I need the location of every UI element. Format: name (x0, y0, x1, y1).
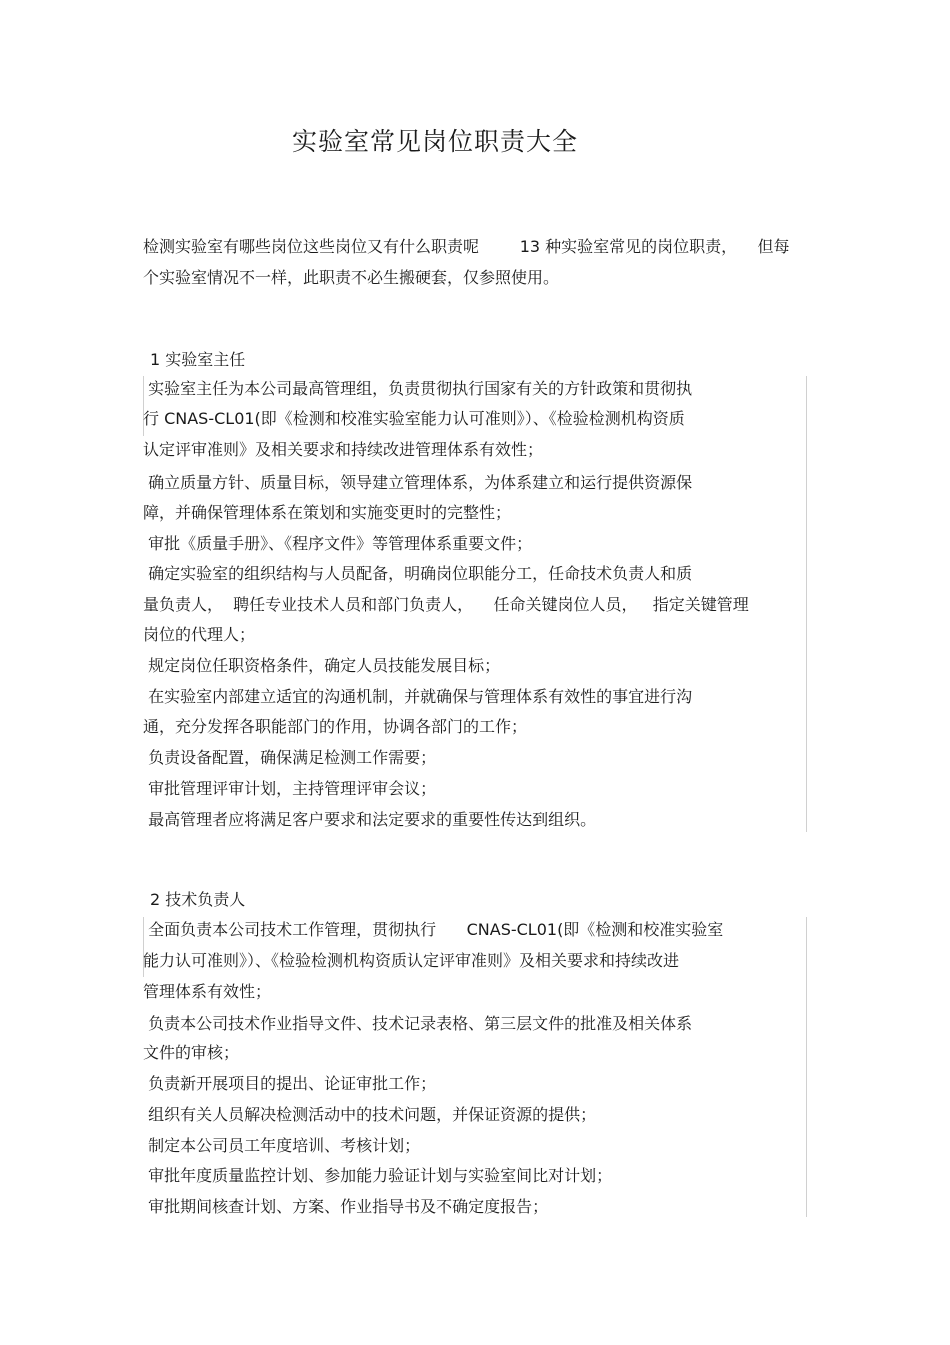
document-title: 实验室常见岗位职责大全 (291, 127, 578, 156)
duty-line: 审批期间核查计划、方案、作业指导书及不确定度报告； (143, 1197, 549, 1216)
duty-line: 行 CNAS-CL01(即《检测和校准实验室能力认可准则》）、《检验检测机构资质 (143, 409, 685, 428)
duty-line: 文件的审核； (143, 1043, 240, 1062)
duty-line: 量负责人， 聘任专业技术人员和部门负责人， 任命关键岗位人员， 指定关键管理 (143, 595, 749, 614)
duty-line: 障，并确保管理体系在策划和实施变更时的完整性； (143, 503, 512, 522)
section-heading: 1 实验室主任 (150, 350, 246, 369)
duty-line: 认定评审准则》及相关要求和持续改进管理体系有效性； (143, 440, 544, 459)
duty-line: 在实验室内部建立适宜的沟通机制，并就确保与管理体系有效性的事宜进行沟 (143, 687, 693, 706)
duty-line: 管理体系有效性； (143, 982, 272, 1001)
duty-line: 审批管理评审计划，主持管理评审会议； (143, 779, 437, 798)
duty-line: 审批年度质量监控计划、参加能力验证计划与实验室间比对计划； (143, 1166, 613, 1185)
duty-line: 确立质量方针、质量目标，领导建立管理体系，为体系建立和运行提供资源保 (143, 473, 693, 492)
section-heading: 2 技术负责人 (150, 890, 246, 909)
duty-line: 负责设备配置，确保满足检测工作需要； (143, 748, 437, 767)
intro-line: 检测实验室有哪些岗位这些岗位又有什么职责呢 13 种实验室常见的岗位职责， 但每 (143, 237, 790, 256)
duty-line: 能力认可准则》）、《检验检测机构资质认定评审准则》及相关要求和持续改进 (143, 951, 680, 970)
duty-line: 制定本公司员工年度培训、考核计划； (143, 1136, 421, 1155)
duty-line: 岗位的代理人； (143, 625, 256, 644)
duty-line: 组织有关人员解决检测活动中的技术问题，并保证资源的提供； (143, 1105, 597, 1124)
duty-line: 负责本公司技术作业指导文件、技术记录表格、第三层文件的批准及相关体系 (143, 1014, 693, 1033)
duty-line: 确定实验室的组织结构与人员配备，明确岗位职能分工，任命技术负责人和质 (143, 564, 693, 583)
duty-line: 全面负责本公司技术工作管理，贯彻执行 CNAS-CL01(即《检测和校准实验室 (143, 920, 724, 939)
duty-line: 负责新开展项目的提出、论证审批工作； (143, 1074, 437, 1093)
duty-line: 通，充分发挥各职能部门的作用，协调各部门的工作； (143, 717, 528, 736)
duty-line: 审批《质量手册》、《程序文件》等管理体系重要文件； (143, 534, 533, 553)
intro-line: 个实验室情况不一样，此职责不必生搬硬套，仅参照使用。 (143, 268, 560, 287)
duty-line: 最高管理者应将满足客户要求和法定要求的重要性传达到组织。 (143, 810, 597, 829)
duty-line: 实验室主任为本公司最高管理组，负责贯彻执行国家有关的方针政策和贯彻执 (143, 379, 693, 398)
duty-line: 规定岗位任职资格条件，确定人员技能发展目标； (143, 656, 501, 675)
